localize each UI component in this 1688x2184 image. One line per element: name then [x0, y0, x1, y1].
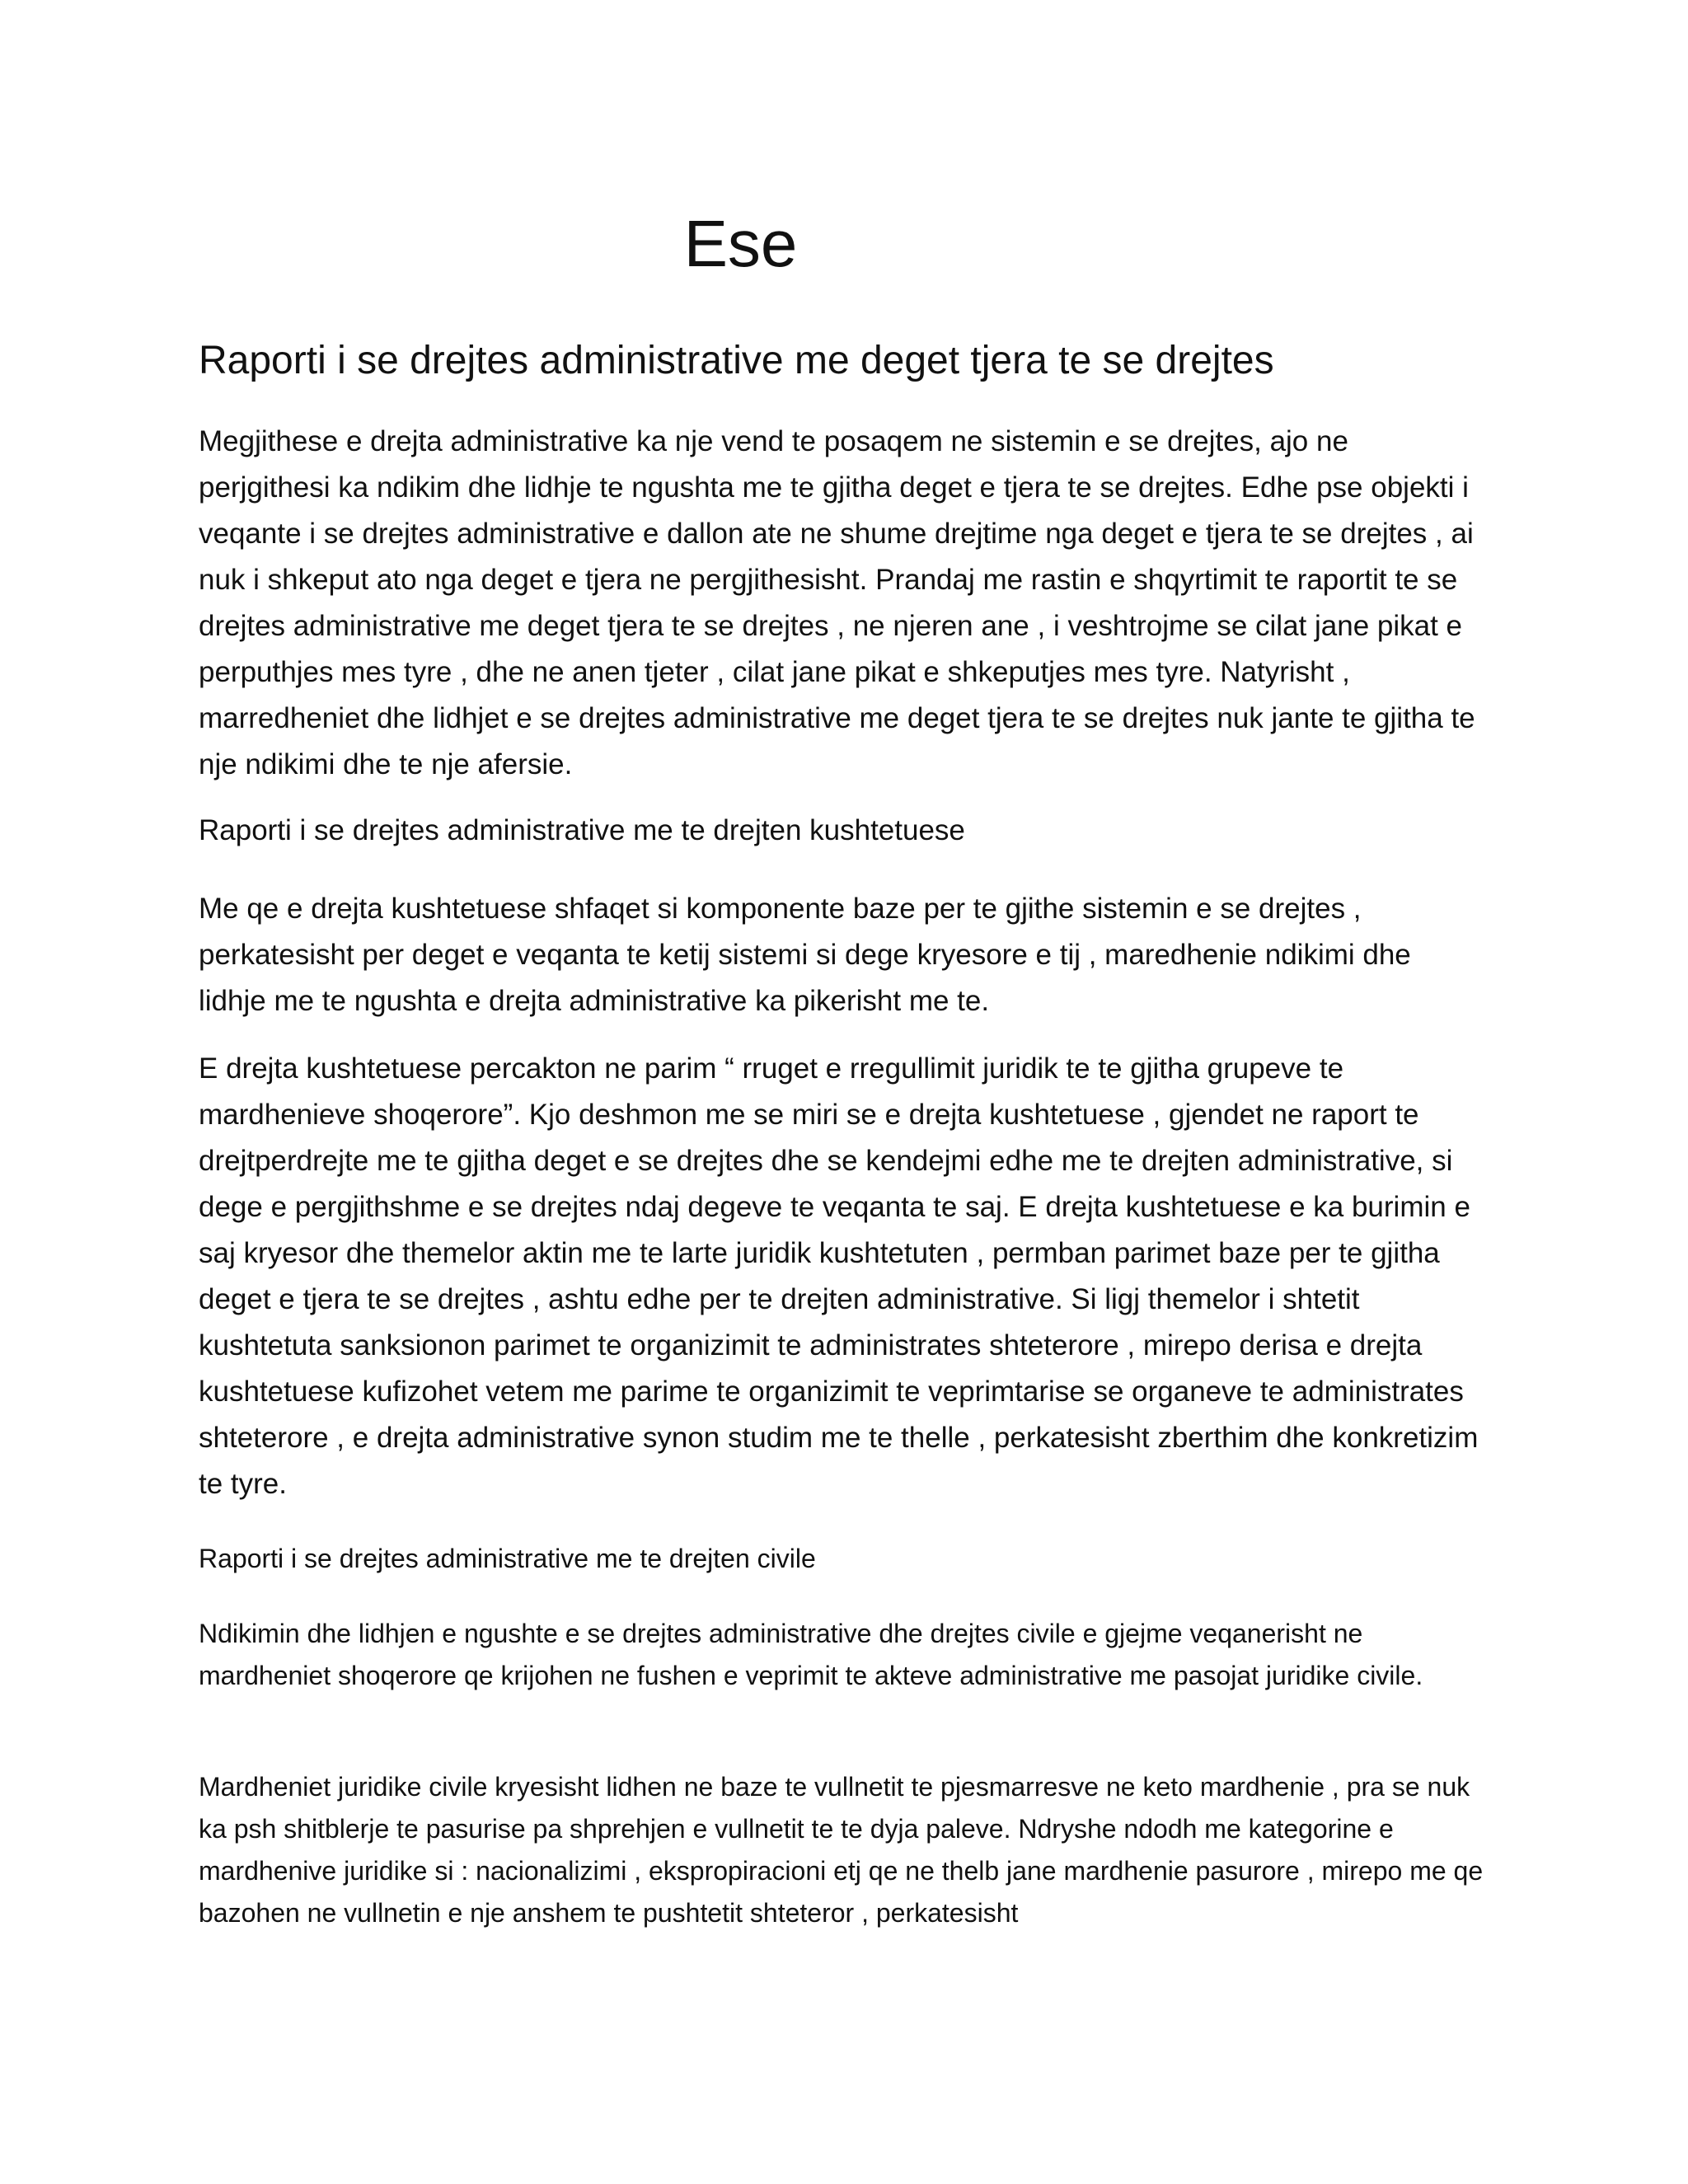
subheading-civile: Raporti i se drejtes administrative me te drejten civile — [199, 1544, 816, 1573]
paragraph-kushtetuese-2: E drejta kushtetuese percakton ne parim “ rruget e rregullimit juridik te te gjitha grupeve te mardhenieve shoqerore”. Kjo deshmon me se miri se e drejta kushtetuese , gjendet ne raport te drejtperdrejte me te gjitha deget e se drejtes dhe se kendejmi edhe me te drejten administrative, si dege e pergjithshme e se drejtes ndaj degeve te veqanta te saj. E drejta kushtetuese e ka burimin e saj kryesor dhe themelor aktin me te larte juridik kushtetuten , permban parimet baze per te gjitha deget e tjera te se drejtes , ashtu edhe per te drejten administrative. Si ligj themelor i shtetit kushtetuta sanksionon parimet te organizimit te administrates shteterore , mirepo derisa e drejta kushtetuese kufizohet vetem me parime te organizimit te veprimtarise se organeve te administrates shteterore , e drejta administrative synon studim me te thelle , perkatesisht zberthim dhe konkretizim te tyre. — [199, 1052, 1479, 1500]
paragraph-intro: Megjithese e drejta administrative ka nje vend te posaqem ne sistemin e se drejtes, ajo ne perjgithesi ka ndikim dhe lidhje te ngushta me te gjitha deget e tjera te se drejtes. Edhe pse objekti i veqante i se drejtes administrative e dallon ate ne shume drejtime nga deget e tjera te se drejtes , ai nuk i shkeput ato nga deget e tjera ne pergjithesisht. Prandaj me rastin e shqyrtimit te raportit te se drejtes administrative me deget tjera te se drejtes , ne njeren ane , i veshtrojme se cilat jane pikat e perputhjes mes tyre , dhe ne anen tjeter , cilat jane pikat e shkeputjes mes tyre. Natyrisht , marredheniet dhe lidhjet e se drejtes administrative me deget tjera te se drejtes nuk jante te gjitha te nje ndikimi dhe te nje afersie. — [199, 425, 1475, 780]
paragraph-civile-1: Ndikimin dhe lidhjen e ngushte e se drejtes administrative dhe drejtes civile e gjejme veqanerisht ne mardheniet shoqerore qe krijohen ne fushen e veprimit te akteve administrative me pasojat juridike civile. — [199, 1619, 1423, 1690]
section-heading: Raporti i se drejtes administrative me deget tjera te se drejtes — [199, 339, 1274, 382]
subheading-kushtetuese: Raporti i se drejtes administrative me te drejten kushtetuese — [199, 814, 965, 846]
paragraph-civile-2: Mardheniet juridike civile kryesisht lidhen ne baze te vullnetit te pjesmarresve ne keto mardhenie , pra se nuk ka psh shitblerje te pasurise pa shprehjen e vullnetit te te dyja paleve. Ndryshe ndodh me kategorine e mardhenive juridike si : nacionalizimi , ekspropiracioni etj qe ne thelb jane mardhenie pasurore , mirepo me qe bazohen ne vullnetin e nje anshem te pushtetit shteteror , perkatesisht — [199, 1772, 1484, 1928]
document-title: Ese — [683, 207, 798, 280]
paragraph-kushtetuese-1: Me qe e drejta kushtetuese shfaqet si komponente baze per te gjithe sistemin e se drejtes , perkatesisht per deget e veqanta te ketij sistemi si dege kryesore e tij , maredhenie ndikimi dhe lidhje me te ngushta e drejta administrative ka pikerisht me te. — [199, 893, 1411, 1017]
